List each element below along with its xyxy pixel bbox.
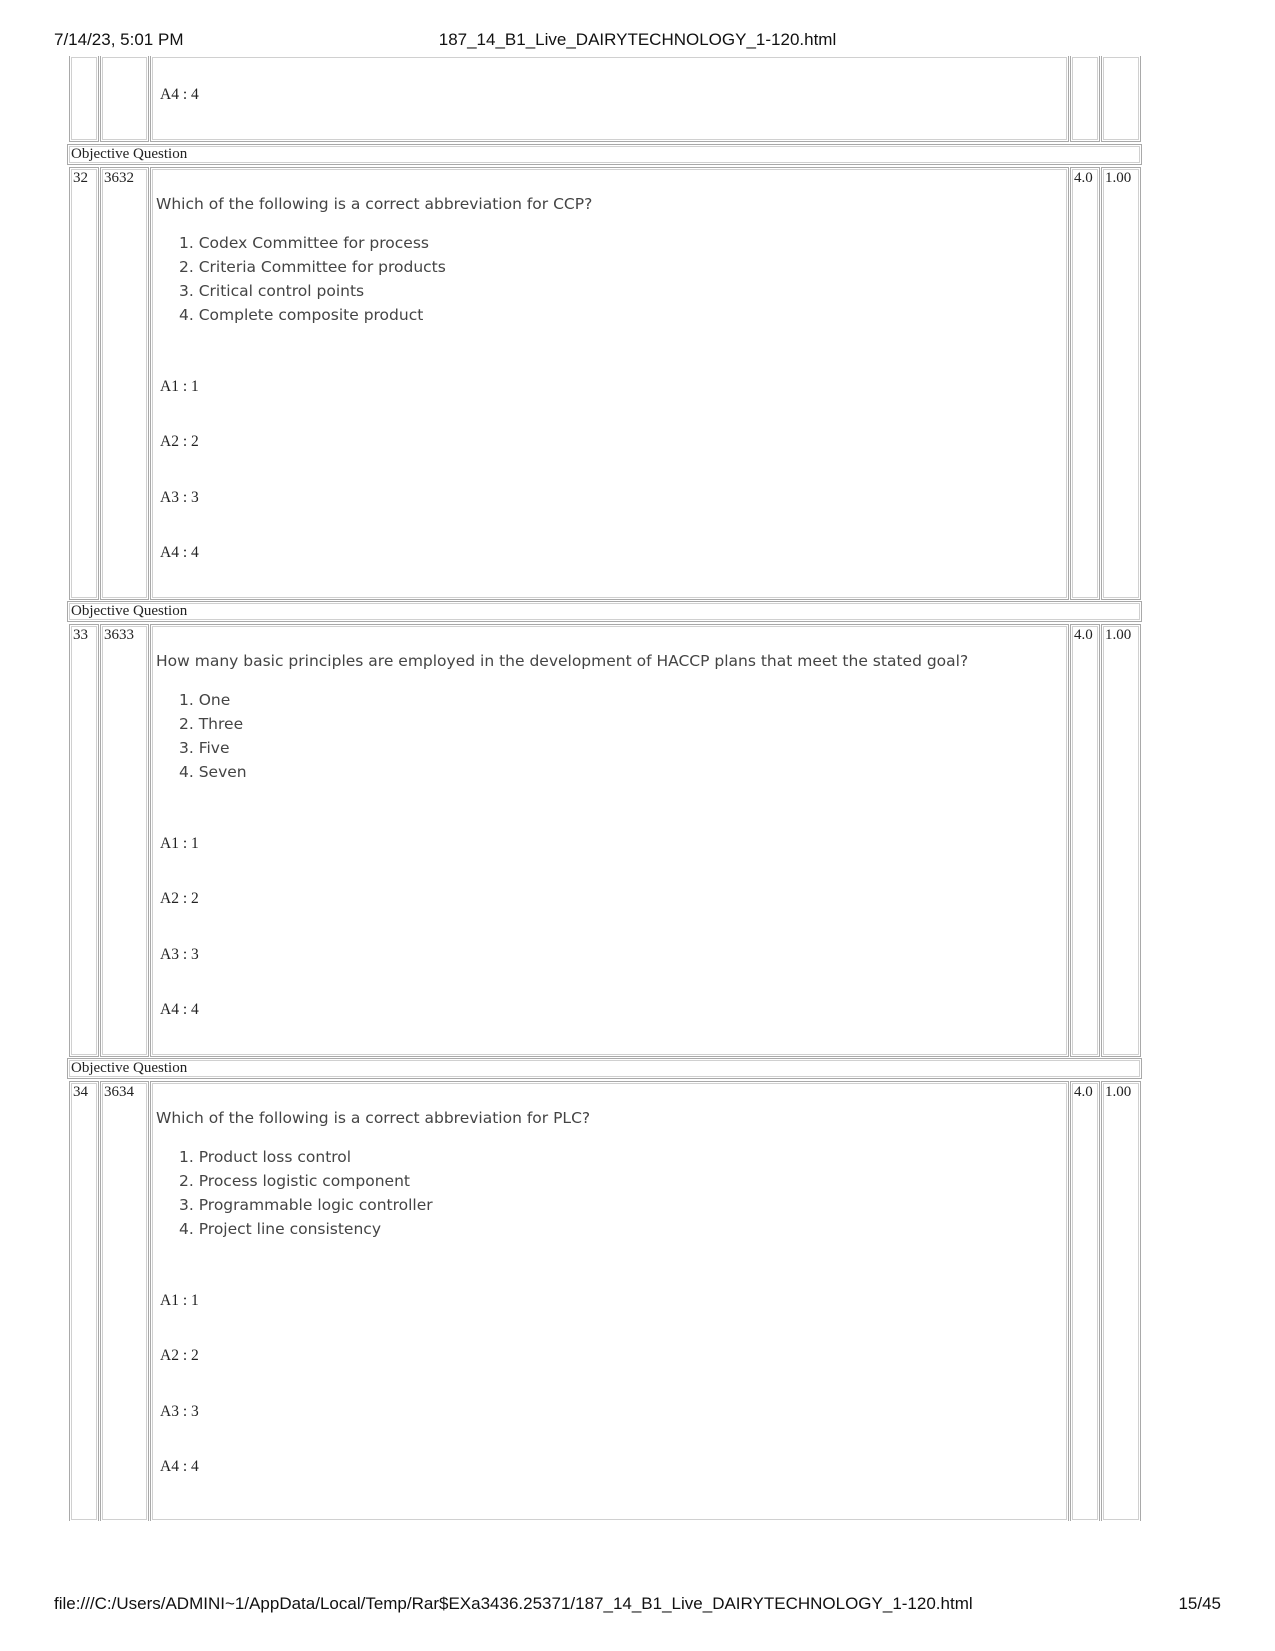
option-item: 3. Programmable logic controller <box>179 1196 433 1214</box>
print-footer <box>0 1594 1275 1616</box>
section-label: Objective Question <box>71 603 188 619</box>
answer-key: A2 : 2 <box>160 433 199 450</box>
section-label-row <box>67 144 1142 165</box>
negative-marks-value: 1.00 <box>1105 627 1132 643</box>
answer-key: A4 : 4 <box>160 1458 199 1475</box>
qid-cell <box>100 624 149 1057</box>
answer-key: A3 : 3 <box>160 489 199 506</box>
marks-value: 4.0 <box>1074 1084 1093 1100</box>
option-item: 3. Critical control points <box>179 282 365 300</box>
answer-key: A2 : 2 <box>160 1347 199 1364</box>
carryover-sno-cell <box>69 56 99 142</box>
marks-cell <box>1070 624 1100 1057</box>
option-item: 4. Project line consistency <box>179 1220 381 1238</box>
question-table <box>69 58 1204 1588</box>
marks-cell <box>1070 167 1100 600</box>
question-id: 3633 <box>104 627 134 643</box>
question-cell <box>150 624 1069 1057</box>
negative-marks-cell <box>1101 167 1141 600</box>
options-list <box>179 688 247 784</box>
carryover-answer: A4 : 4 <box>160 86 199 103</box>
question-serial-number: 32 <box>73 170 88 186</box>
section-label: Objective Question <box>71 1060 188 1076</box>
options-list <box>179 231 446 327</box>
carryover-marks-cell <box>1070 56 1100 142</box>
carryover-qid-cell <box>100 56 149 142</box>
section-label: Objective Question <box>71 146 188 162</box>
print-datetime: 7/14/23, 5:01 PM <box>54 30 184 49</box>
option-item: 2. Criteria Committee for products <box>179 258 446 276</box>
answer-key: A3 : 3 <box>160 946 199 963</box>
question-cell <box>150 1081 1069 1521</box>
answer-key: A1 : 1 <box>160 835 199 852</box>
option-item: 4. Seven <box>179 763 247 781</box>
option-item: 3. Five <box>179 739 230 757</box>
file-path: file:///C:/Users/ADMINI~1/AppData/Local/Temp/Rar$EXa3436.25371/187_14_B1_Live_DAIRYTECHNOLOGY_1-120.html <box>54 1594 973 1613</box>
question-id: 3634 <box>104 1084 134 1100</box>
carryover-question-cell <box>150 56 1069 142</box>
answer-key: A4 : 4 <box>160 1001 199 1018</box>
negative-marks-cell <box>1101 624 1141 1057</box>
question-text: Which of the following is a correct abbreviation for CCP? <box>156 195 593 213</box>
options-list <box>179 1145 433 1241</box>
question-cell <box>150 167 1069 600</box>
question-serial-number: 33 <box>73 627 88 643</box>
marks-value: 4.0 <box>1074 170 1093 186</box>
qid-cell <box>100 1081 149 1521</box>
sno-cell <box>69 1081 99 1521</box>
question-id: 3632 <box>104 170 134 186</box>
sno-cell <box>69 624 99 1057</box>
print-page-title: 187_14_B1_Live_DAIRYTECHNOLOGY_1-120.html <box>438 30 837 49</box>
question-serial-number: 34 <box>73 1084 88 1100</box>
carryover-negative-cell <box>1101 56 1141 142</box>
option-item: 2. Three <box>179 715 244 733</box>
negative-marks-value: 1.00 <box>1105 170 1132 186</box>
answer-key: A3 : 3 <box>160 1403 199 1420</box>
option-item: 1. Product loss control <box>179 1148 352 1166</box>
answer-key: A2 : 2 <box>160 890 199 907</box>
section-label-row <box>67 601 1142 622</box>
answer-key: A4 : 4 <box>160 544 199 561</box>
negative-marks-cell <box>1101 1081 1141 1521</box>
answer-key: A1 : 1 <box>160 1292 199 1309</box>
print-header <box>0 30 1275 52</box>
marks-cell <box>1070 1081 1100 1521</box>
question-text: Which of the following is a correct abbreviation for PLC? <box>156 1109 591 1127</box>
qid-cell <box>100 167 149 600</box>
option-item: 2. Process logistic component <box>179 1172 410 1190</box>
negative-marks-value: 1.00 <box>1105 1084 1132 1100</box>
section-label-row <box>67 1058 1142 1079</box>
question-text: How many basic principles are employed in the development of HACCP plans that meet the stated goal? <box>156 652 969 670</box>
option-item: 4. Complete composite product <box>179 306 424 324</box>
marks-value: 4.0 <box>1074 627 1093 643</box>
page-number: 15/45 <box>1178 1594 1221 1613</box>
option-item: 1. Codex Committee for process <box>179 234 429 252</box>
answer-key: A1 : 1 <box>160 378 199 395</box>
option-item: 1. One <box>179 691 231 709</box>
sno-cell <box>69 167 99 600</box>
